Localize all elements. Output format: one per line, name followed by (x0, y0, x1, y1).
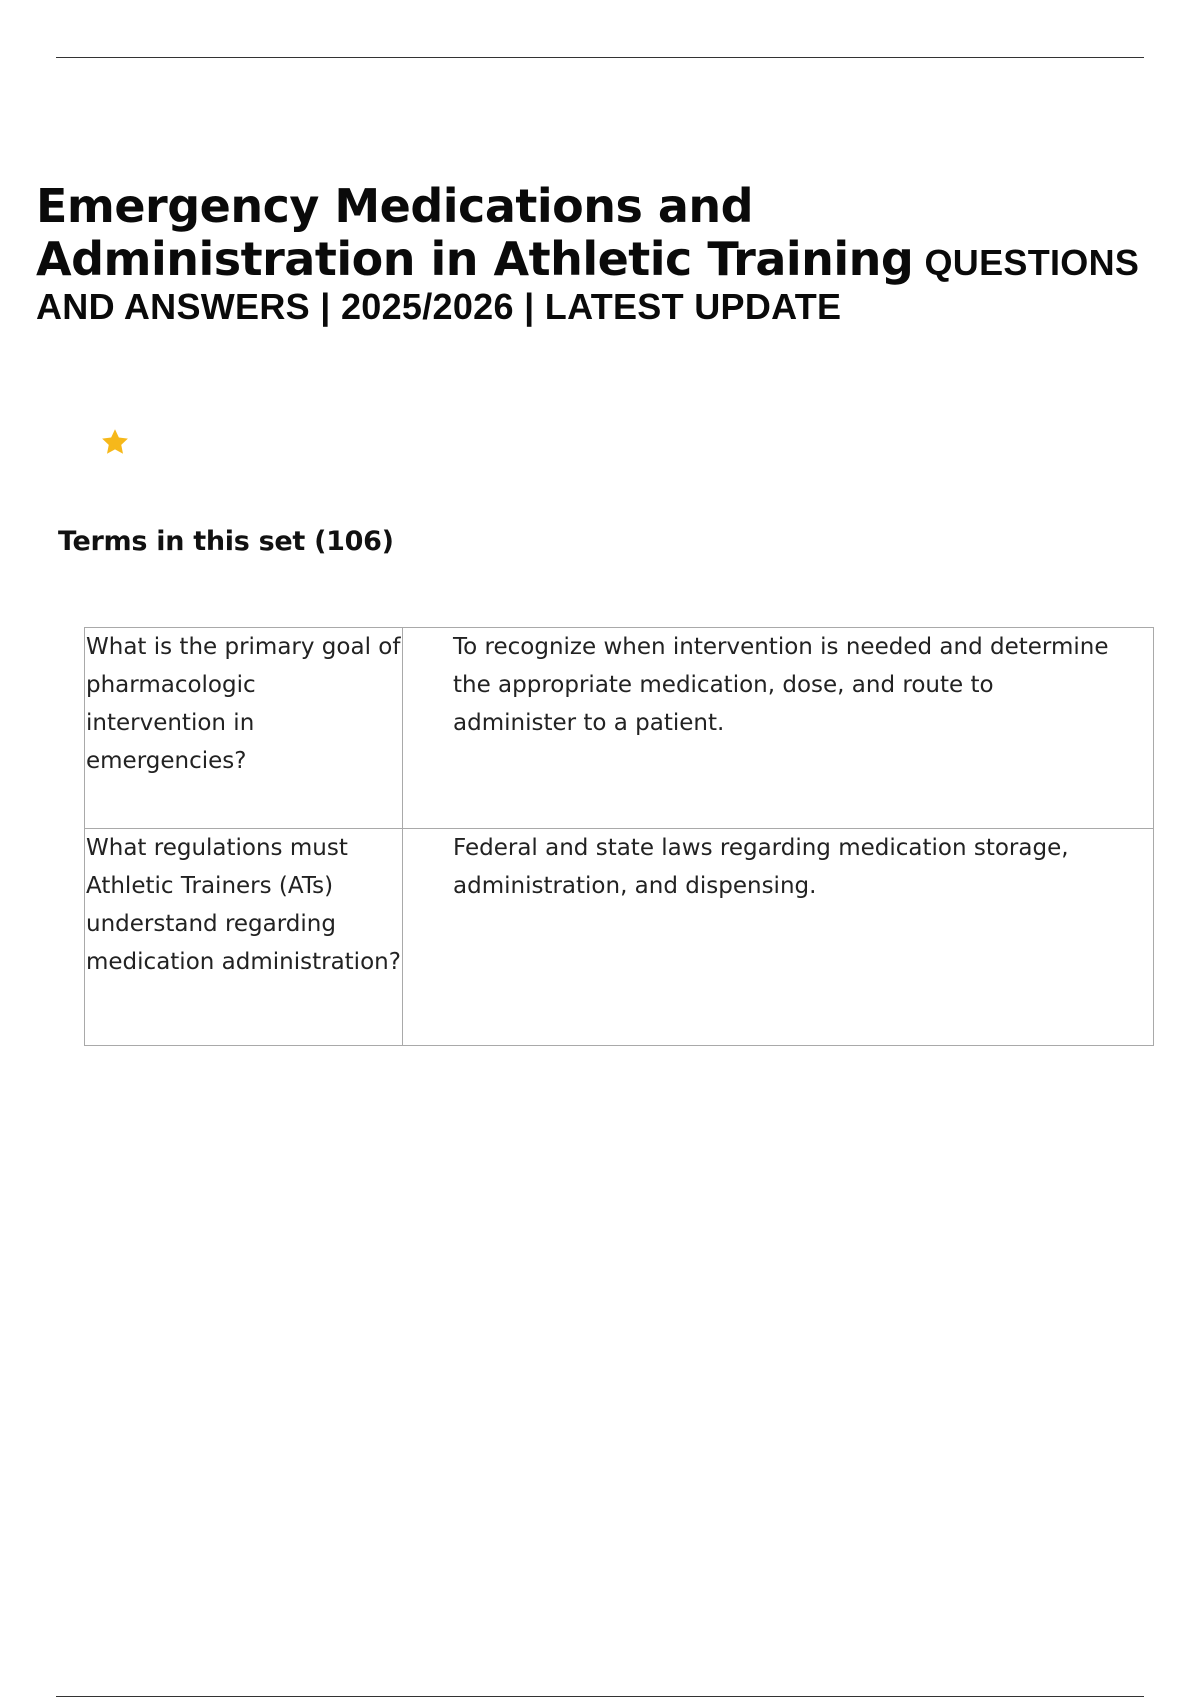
title-main: Emergency Medications and Administration in Athletic Training (36, 179, 914, 286)
top-divider (56, 57, 1144, 58)
title-suffix: QUESTIONS AND ANSWERS | 2025/2026 | LATEST UPDATE (36, 241, 1140, 327)
term-answer: Federal and state laws regarding medication storage, administration, and dispensing. (403, 829, 1154, 1046)
table-row (85, 628, 1154, 829)
terms-count-heading: Terms in this set (106) (58, 526, 394, 557)
term-answer: To recognize when intervention is needed and determine the appropriate medication, dose, and route to administer to a patient. (403, 628, 1154, 829)
star-icon[interactable] (100, 427, 130, 457)
term-question: What regulations must Athletic Trainers (ATs) understand regarding medication administration? (85, 829, 403, 1046)
terms-table (84, 627, 1154, 1046)
term-question: What is the primary goal of pharmacologic intervention in emergencies? (85, 628, 403, 829)
bottom-divider (56, 1696, 1144, 1697)
star-icon-shape (102, 429, 128, 454)
table-row (85, 829, 1154, 1046)
document-title (36, 180, 1146, 327)
